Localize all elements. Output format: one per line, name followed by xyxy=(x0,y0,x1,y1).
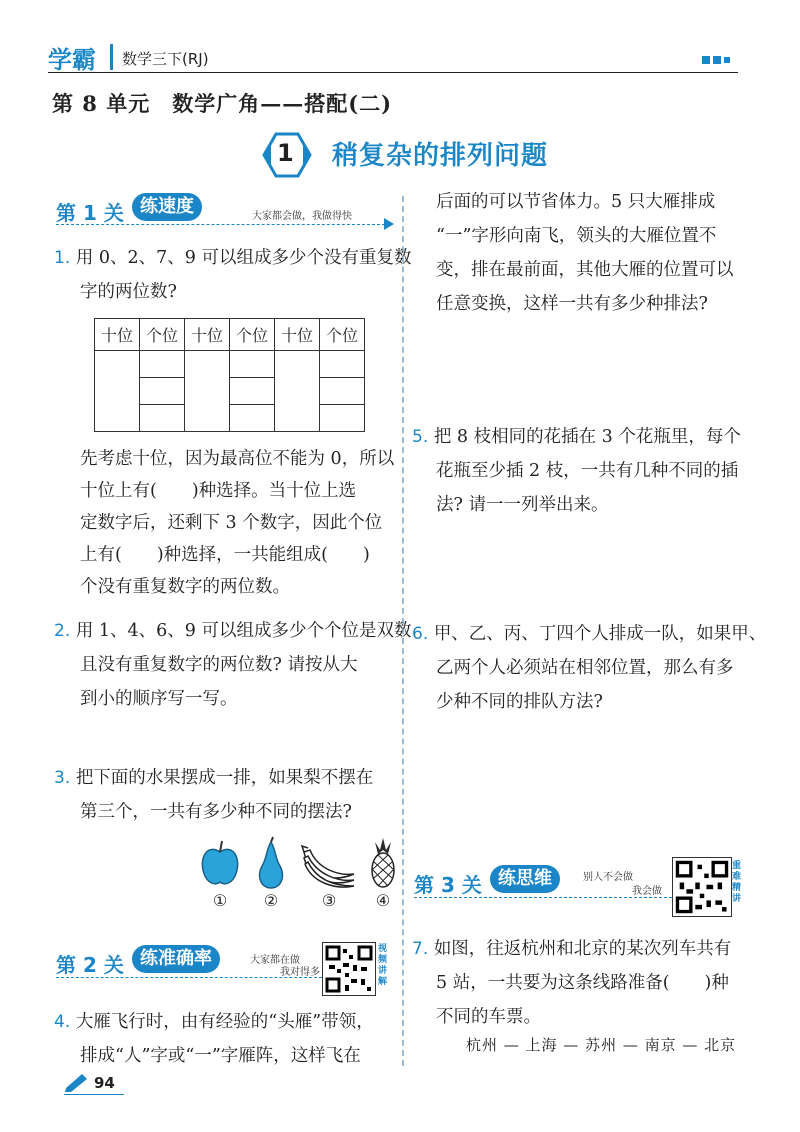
pineapple-icon xyxy=(368,836,398,890)
qr-code-icon[interactable] xyxy=(672,857,732,917)
level-1-tagline: 大家都会做，我做得快 xyxy=(252,211,352,222)
unit-title: 第 8 单元 数学广角——搭配(二) xyxy=(52,91,393,116)
brand-logo: 学霸 xyxy=(48,46,96,74)
qr-tag: 重难精讲 xyxy=(732,861,742,904)
answer-cell[interactable] xyxy=(230,378,275,405)
answer-cell[interactable] xyxy=(230,405,275,432)
apple-icon xyxy=(200,838,240,888)
answer-cell[interactable] xyxy=(95,351,140,432)
answer-cell[interactable] xyxy=(140,378,185,405)
answer-cell[interactable] xyxy=(230,351,275,378)
answer-cell[interactable] xyxy=(275,351,320,432)
question-2: 2. 用 1、4、6、9 可以组成多少个个位是双数 且没有重复数字的两位数? 请按从大 到小的顺序写一写。 xyxy=(54,621,412,709)
level-2-name: 第 2 关 xyxy=(56,953,124,977)
level-2-underline xyxy=(56,977,322,978)
qr-tag: 视频讲解 xyxy=(378,944,388,987)
fruit-label: ③ xyxy=(321,891,337,910)
level-1-underline xyxy=(56,224,390,225)
level-3-underline xyxy=(414,897,672,898)
level-3-name: 第 3 关 xyxy=(414,873,482,897)
question-number: 5. xyxy=(412,427,429,447)
fruit-label: ④ xyxy=(375,891,391,910)
question-number: 2. xyxy=(54,621,71,641)
train-route: 杭州 — 上海 — 苏州 — 南京 — 北京 xyxy=(466,1036,737,1054)
footer-rule xyxy=(64,1094,124,1095)
header-square-icon xyxy=(713,56,721,64)
pear-icon xyxy=(256,836,286,890)
answer-cell[interactable] xyxy=(320,351,365,378)
answer-cell[interactable] xyxy=(140,351,185,378)
header-square-icon xyxy=(702,56,710,64)
header-square-icon xyxy=(724,57,730,63)
question-number: 1. xyxy=(54,248,71,268)
book-title: 数学三下(RJ) xyxy=(122,50,209,68)
pencil-icon xyxy=(64,1070,90,1092)
fruit-label: ① xyxy=(212,891,228,910)
lesson-title: 稍复杂的排列问题 xyxy=(332,141,549,171)
question-1-explanation: 先考虑十位，因为最高位不能为 0，所以 十位上有( )种选择。当十位上选 定数字后，还剩下 3 个数字，因此个位 上有( )种选择，一共能组成( ) 个没有重复数字的两位数。 xyxy=(80,449,395,597)
digit-table: 十位 个位 十位 个位 十位 个位 xyxy=(94,318,365,432)
level-2-tagline: 大家都在做 xyxy=(250,955,300,966)
question-number: 4. xyxy=(54,1012,71,1032)
answer-cell[interactable] xyxy=(320,405,365,432)
question-number: 7. xyxy=(412,939,429,959)
answer-cell[interactable] xyxy=(140,405,185,432)
question-5: 5. 把 8 枝相同的花插在 3 个花瓶里，每个 花瓶至少插 2 枝，一共有几种不同的插 法? 请一一列举出来。 xyxy=(412,427,741,515)
level-3-tagline: 别人不会做 xyxy=(583,872,633,883)
level-3-tagline: 我会做 xyxy=(632,886,662,897)
arrow-icon xyxy=(384,218,394,230)
header-rule xyxy=(48,72,738,73)
question-4-part-2: 后面的可以节省体力。5 只大雁排成 “一”字形向南飞，领头的大雁位置不 变，排在最前面，其他大雁的位置可以 任意变换，这样一共有多少种排法? xyxy=(436,192,734,314)
lesson-number: 1 xyxy=(277,139,294,167)
question-4-part-1: 4. 大雁飞行时，由有经验的“头雁”带领， 排成“人”字或“一”字雁阵，这样飞在 xyxy=(54,1012,374,1066)
fruit-label: ② xyxy=(263,891,279,910)
question-7: 7. 如图，往返杭州和北京的某次列车共有 5 站，一共要为这条线路准备( )种 不同的车票。 xyxy=(412,939,732,1027)
question-number: 3. xyxy=(54,768,71,788)
level-1-name: 第 1 关 xyxy=(56,201,124,225)
question-1: 1. 用 0、2、7、9 可以组成多少个没有重复数 字的两位数? xyxy=(54,248,412,302)
question-number: 6. xyxy=(412,624,429,644)
qr-code-icon[interactable] xyxy=(322,942,376,996)
answer-cell[interactable] xyxy=(185,351,230,432)
banana-icon xyxy=(300,840,358,890)
answer-cell[interactable] xyxy=(320,378,365,405)
page-number: 94 xyxy=(94,1074,115,1092)
level-3-badge: 练思维 xyxy=(490,865,560,893)
level-2-tagline: 我对得多 xyxy=(280,967,320,978)
header-separator xyxy=(110,44,113,70)
question-6: 6. 甲、乙、丙、丁四个人排成一队，如果甲、 乙两个人必须站在相邻位置，那么有多 少种不同的排队方法? xyxy=(412,624,767,712)
level-1-badge: 练速度 xyxy=(132,193,202,221)
question-3: 3. 把下面的水果摆成一排，如果梨不摆在 第三个，一共有多少种不同的摆法? xyxy=(54,768,374,822)
level-2-badge: 练准确率 xyxy=(132,945,220,973)
